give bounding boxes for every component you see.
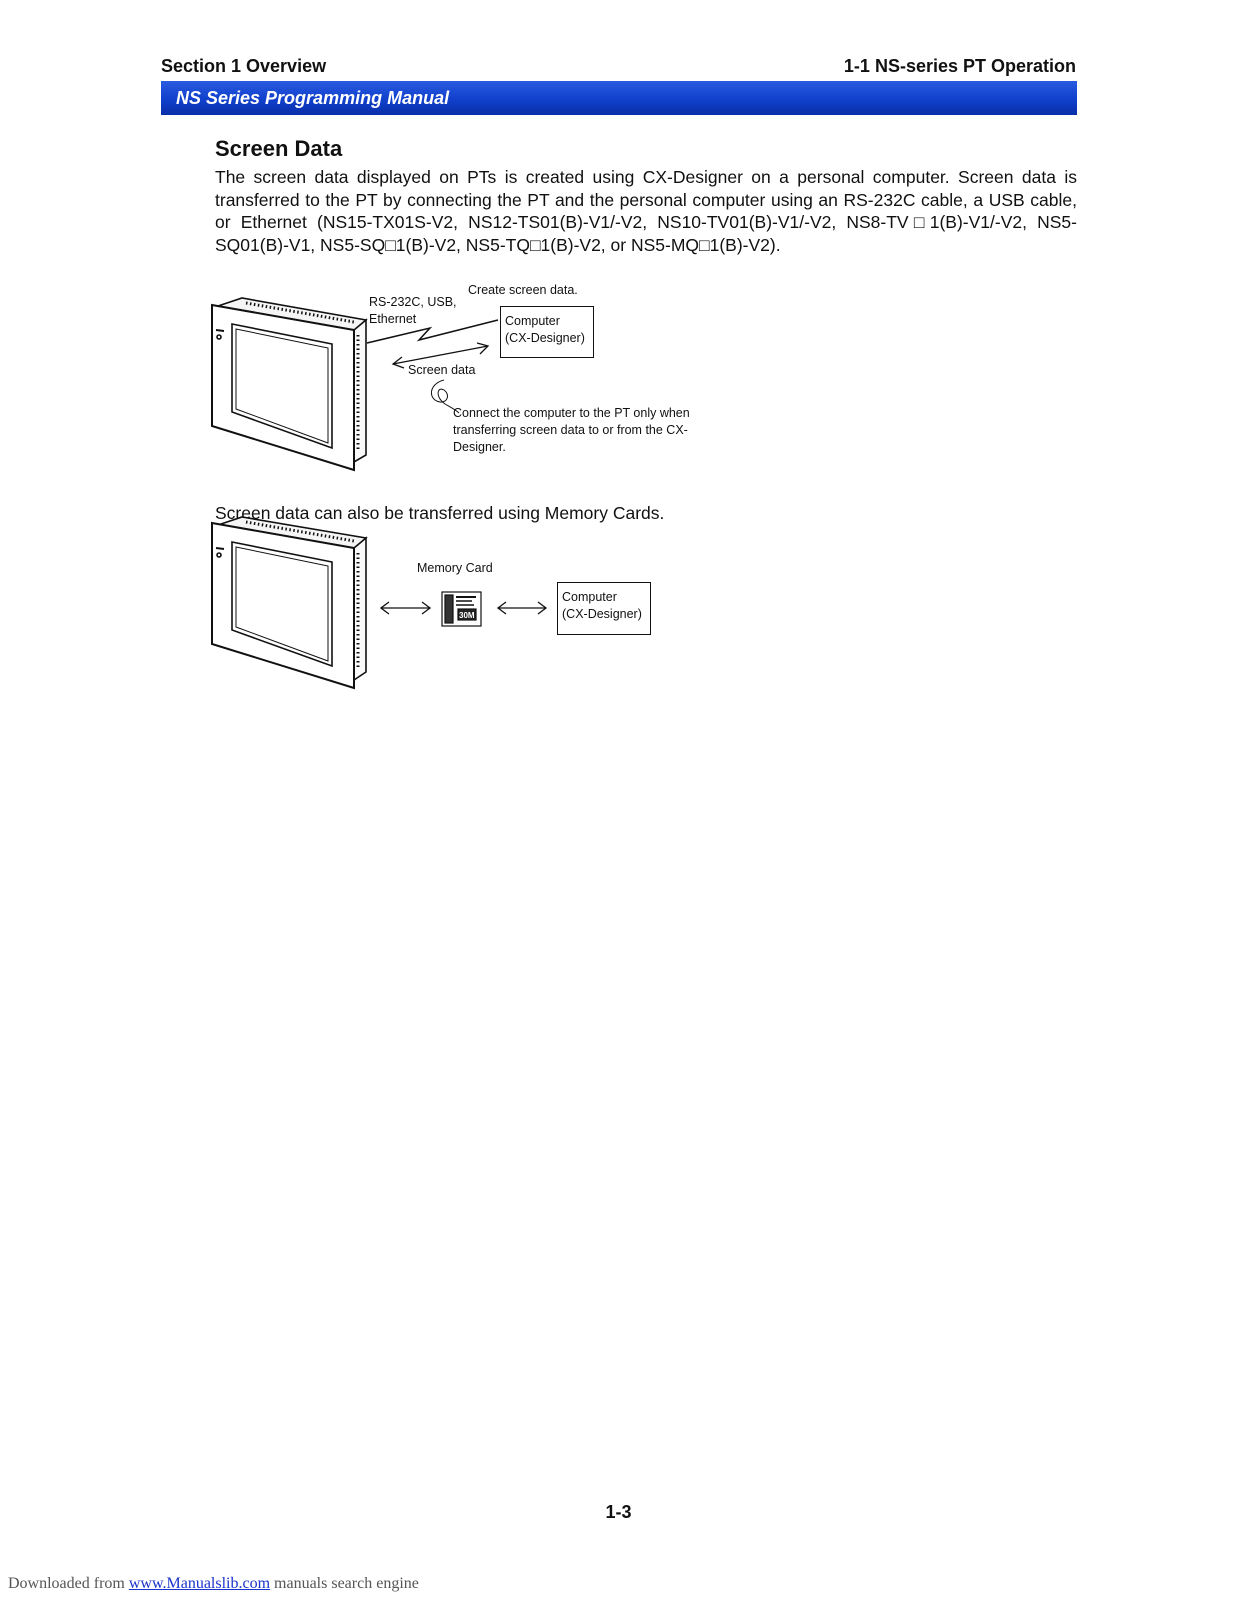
cable-label-2: Ethernet	[369, 312, 417, 326]
section-title: Section 1 Overview	[161, 56, 327, 76]
screen-data-label: Screen data	[408, 363, 476, 377]
footer-prefix: Downloaded from	[8, 1575, 129, 1592]
note-line-3: Designer.	[453, 440, 506, 454]
banner-title: NS Series Programming Manual	[176, 88, 450, 108]
footer-suffix: manuals search engine	[270, 1575, 419, 1592]
computer-label-2: Computer	[562, 590, 617, 604]
page-heading: Screen Data	[215, 136, 343, 161]
note-line-1: Connect the computer to the PT only when	[453, 406, 690, 420]
memory-card-paragraph: Screen data can also be transferred using Memory Cards.	[215, 503, 665, 523]
download-footer	[8, 1575, 419, 1593]
cx-designer-label: (CX-Designer)	[505, 331, 585, 345]
pt-device-illustration-2	[212, 517, 366, 688]
cable-label-1: RS-232C, USB,	[369, 295, 457, 309]
note-line-2: transferring screen data to or from the CX-	[453, 423, 688, 437]
double-arrow-icon-right	[498, 602, 546, 614]
manualslib-link[interactable]: www.Manualslib.com	[128, 1575, 271, 1592]
computer-box-2	[557, 582, 651, 635]
double-arrow-icon-left	[381, 602, 430, 614]
topic-title: 1-1 NS-series PT Operation	[843, 56, 1076, 76]
memory-card-icon	[442, 592, 481, 626]
computer-label: Computer	[505, 314, 560, 328]
memory-card-label: Memory Card	[417, 561, 493, 575]
memory-card-capacity: 30M	[459, 611, 475, 620]
create-screen-label: Create screen data.	[468, 283, 578, 297]
cx-designer-label-2: (CX-Designer)	[562, 607, 642, 621]
page-number: 1-3	[605, 1502, 632, 1522]
intro-paragraph: The screen data displayed on PTs is created using CX-Designer on a personal computer. Screen data is transferred to the PT by connecting the PT and the personal computer using an RS-232C cable, a USB cable, or Ethernet (NS15-TX01S-V2, NS12-TS01(B)-V1/-V2, NS10-TV01(B)-V1/-V2, NS8-TV□1(B)-V1/-V2, NS5-SQ01(B)-V1, NS5-SQ□1(B)-V2, NS5-TQ□1(B)-V2, or NS5-MQ□1(B)-V2).	[215, 167, 1077, 255]
